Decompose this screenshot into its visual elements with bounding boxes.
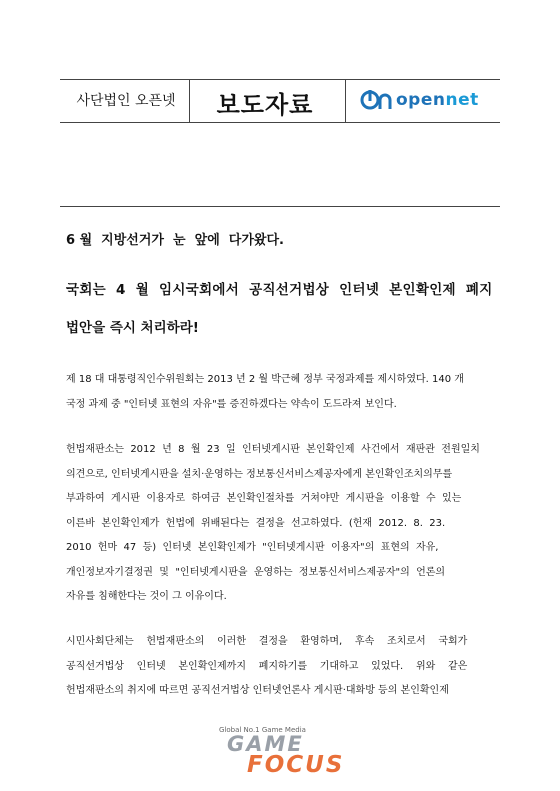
paragraph-line: 의견으로, 인터넷게시판을 설치·운영하는 정보통신서비스제공자에게 본인확인조치의무를 — [66, 468, 453, 480]
paragraph-1 — [66, 368, 500, 417]
paragraph-line: 자유를 침해한다는 것이 그 이유이다. — [66, 591, 227, 602]
header-top-border — [60, 79, 500, 80]
logo-text-open: open — [396, 90, 446, 110]
headline-line-2: 법안을 즉시 처리하라! — [66, 320, 199, 336]
paragraph-line: 시민사회단체는 헌법재판소의 이러한 결정을 환영하며, 후속 조치로서 국회가 — [66, 636, 468, 647]
header-bottom-border — [60, 122, 500, 123]
paragraph-line: 개인정보자기결정권 및 "인터넷게시판을 운영하는 정보통신서비스제공자"의 언론의 — [66, 566, 446, 578]
section-divider — [60, 206, 500, 207]
headline-subtitle: 6 월 지방선거가 눈 앞에 다가왔다. — [66, 233, 284, 248]
gamefocus-watermark — [205, 726, 355, 784]
header-divider-right — [345, 79, 346, 122]
document-type-title: 보도자료 — [216, 91, 314, 119]
paragraph-line: 이른바 본인확인제가 헌법에 위배된다는 결정을 선고하였다. (헌재 2012. 8. 23. — [66, 517, 446, 529]
paragraph-3 — [66, 630, 500, 704]
watermark-tagline: Global No.1 Game Media — [219, 726, 306, 734]
logo-mark-icon — [360, 89, 392, 111]
logo-text — [396, 90, 479, 110]
paragraph-line: 국정 과제 중 "인터넷 표현의 자유"를 증진하겠다는 약속이 도드라져 보인다. — [66, 398, 397, 410]
paragraph-line: 2010 헌마 47 등) 인터넷 본인확인제가 "인터넷게시판 이용자"의 표현의 자유, — [66, 542, 439, 553]
paragraph-line: 헌법재판소의 취지에 따르면 공직선거법상 인터넷언론사 게시판·대화방 등의 본인확인제 — [66, 685, 449, 696]
logo-text-net: net — [445, 90, 479, 110]
organization-name: 사단법인 오픈넷 — [76, 93, 176, 109]
headline-line-1: 국회는 4 월 임시국회에서 공직선거법상 인터넷 본인확인제 폐지 — [66, 282, 493, 298]
paragraph-line: 헌법재판소는 2012 년 8 월 23 일 인터넷게시판 본인확인제 사건에서 재판관 전원일치 — [66, 444, 480, 455]
paragraph-line: 공직선거법상 인터넷 본인확인제까지 폐지하기를 기대하고 있었다. 위와 같은 — [66, 660, 468, 672]
watermark-focus: FOCUS — [247, 752, 345, 778]
opennet-logo — [360, 89, 479, 111]
paragraph-line: 부과하여 게시판 이용자로 하여금 본인확인절차를 거쳐야만 게시판을 이용할 수 있는 — [66, 493, 462, 504]
paragraph-2 — [66, 438, 500, 610]
watermark-game: GAME — [227, 732, 304, 756]
paragraph-line: 제 18 대 대통령직인수위원회는 2013 년 2 월 박근혜 정부 국정과제를 제시하였다. 140 개 — [66, 374, 464, 385]
